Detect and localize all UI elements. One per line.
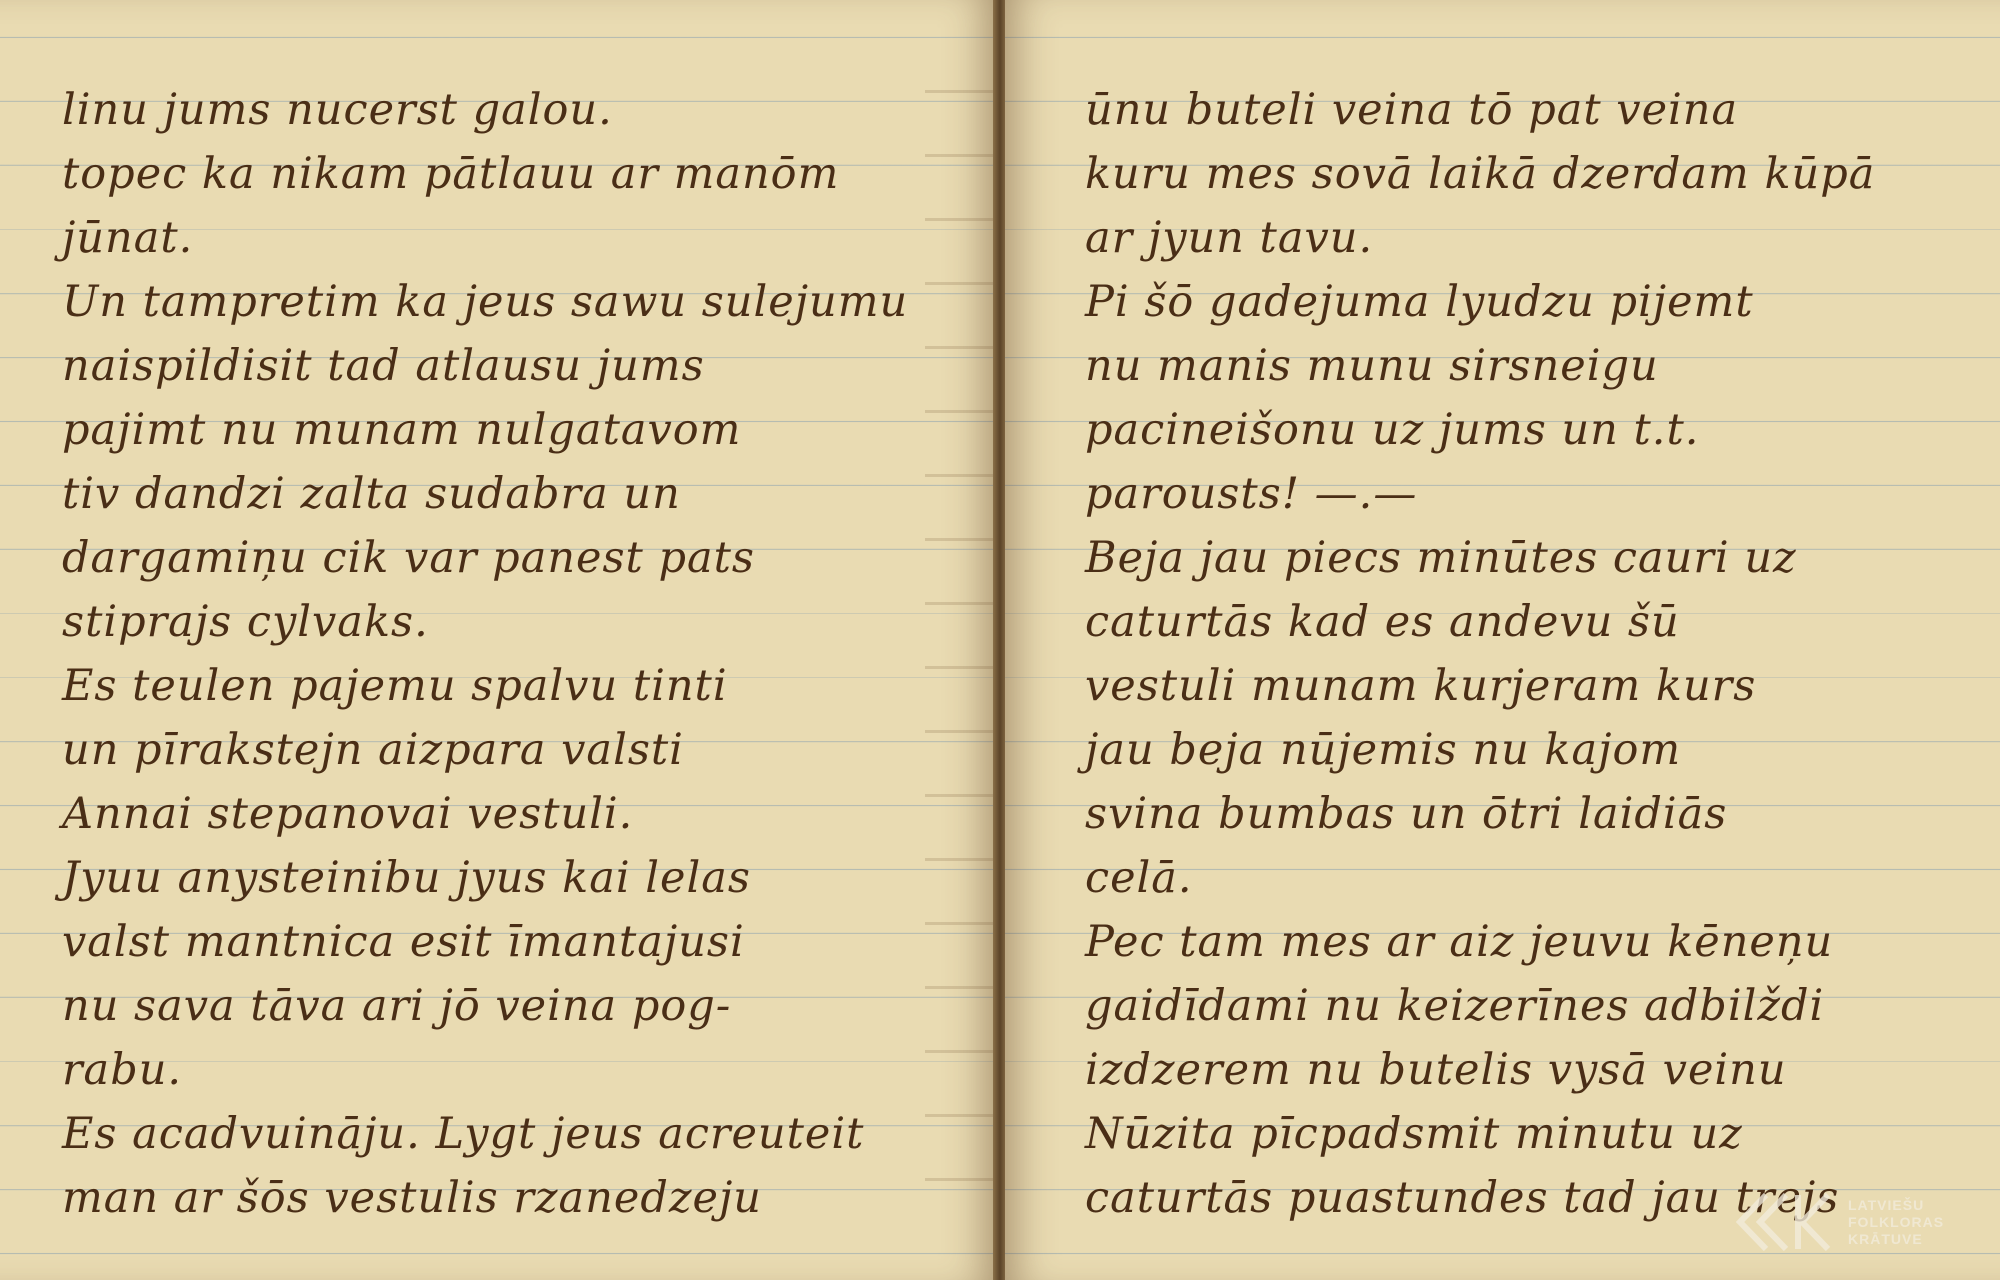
handwritten-line: nu sava tāva ari jō veina pog-	[62, 981, 732, 1031]
handwritten-line: pajimt nu munam nulgatavom	[62, 405, 742, 455]
handwritten-line: stiprajs cylvaks.	[62, 597, 429, 647]
handwritten-line: Annai stepanovai vestuli.	[62, 789, 634, 839]
handwritten-line: Beja jau piecs minūtes cauri uz	[1085, 533, 1797, 583]
right-page	[1005, 0, 2000, 1280]
handwritten-line: Pec tam mes ar aiz jeuvu kēneņu	[1085, 917, 1834, 967]
handwritten-line: caturtās puastundes tad jau trejs	[1085, 1173, 1840, 1223]
handwritten-line: topec ka nikam pātlauu ar manōm	[62, 149, 840, 199]
handwritten-line: Pi šō gadejuma lyudzu pijemt	[1085, 277, 1754, 327]
handwritten-line: ūnu buteli veina tō pat veina	[1085, 85, 1739, 135]
handwritten-line: ar jyun tavu.	[1085, 213, 1374, 263]
handwritten-line: valst mantnica esit īmantajusi	[62, 917, 745, 967]
handwritten-line: nu manis munu sirsneigu	[1085, 341, 1659, 391]
handwritten-line: Nūzita pīcpadsmit minutu uz	[1085, 1109, 1743, 1159]
handwritten-line: Jyuu anysteinibu jyus kai lelas	[62, 853, 751, 903]
right-page-text	[1085, 78, 1985, 1230]
handwritten-line: Es teulen pajemu spalvu tinti	[62, 661, 728, 711]
left-page	[0, 0, 995, 1280]
left-page-text	[62, 78, 962, 1230]
handwritten-line: pacineišonu uz jums un t.t.	[1085, 405, 1700, 455]
watermark-line: KRĀTUVE	[1848, 1230, 1923, 1247]
handwritten-line: man ar šōs vestulis rzanedzeju	[62, 1173, 762, 1223]
handwritten-line: izdzerem nu butelis vysā veinu	[1085, 1045, 1787, 1095]
handwritten-line: tiv dandzi zalta sudabra un	[62, 469, 681, 519]
lfk-logo-icon	[1728, 1187, 1838, 1257]
handwritten-line: celā.	[1085, 853, 1193, 903]
handwritten-line: vestuli munam kurjeram kurs	[1085, 661, 1757, 711]
handwritten-line: Un tampretim ka jeus sawu sulejumu	[62, 277, 909, 327]
handwritten-line: rabu.	[62, 1045, 183, 1095]
handwritten-line: naispildisit tad atlausu jums	[62, 341, 705, 391]
archive-watermark	[1728, 1182, 1978, 1262]
handwritten-line: svina bumbas un ōtri laidiās	[1085, 789, 1728, 839]
handwritten-line: jūnat.	[62, 213, 194, 263]
handwritten-line: gaidīdami nu keizerīnes adbilždi	[1085, 981, 1825, 1031]
handwritten-line: Es acadvuināju. Lygt jeus acreuteit	[62, 1109, 865, 1159]
handwritten-line: caturtās kad es andevu šū	[1085, 597, 1680, 647]
handwritten-line: jau beja nūjemis nu kajom	[1085, 725, 1682, 775]
watermark-line: FOLKLORAS	[1848, 1213, 1945, 1230]
handwritten-line: kuru mes sovā laikā dzerdam kūpā	[1085, 149, 1876, 199]
watermark-text	[1848, 1197, 1944, 1248]
handwritten-line: parousts! —.—	[1085, 469, 1418, 519]
bleed-through	[925, 60, 995, 1210]
watermark-line: LATVIEŠU	[1848, 1196, 1925, 1213]
handwritten-line: dargamiņu cik var panest pats	[62, 533, 756, 583]
handwritten-line: un pīrakstejn aizpara valsti	[62, 725, 684, 775]
handwritten-line: linu jums nucerst galou.	[62, 85, 613, 135]
